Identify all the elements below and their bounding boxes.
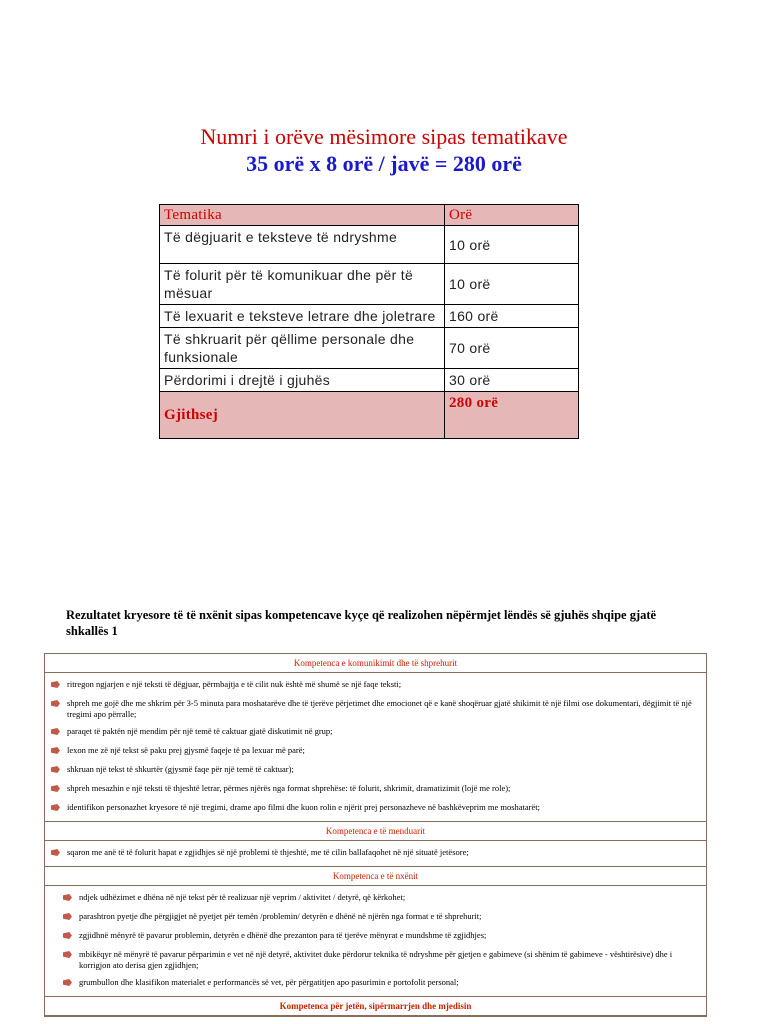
total-label: Gjithsej <box>160 392 445 439</box>
bullet-icon <box>63 913 72 920</box>
row-topic: Të dëgjuarit e teksteve të ndryshme <box>160 226 445 264</box>
list-item: zgjidhnë mënyrë të pavarur problemin, detyrën e dhënë dhe prezanton para të tjerëve mënyrat e mundshme të zgjidhjes; <box>45 927 706 946</box>
bullet-icon <box>63 979 72 986</box>
table-total-row <box>160 392 579 439</box>
bullet-icon <box>63 951 72 958</box>
bullet-icon <box>51 766 60 773</box>
hours-table <box>159 204 579 439</box>
bullet-icon <box>51 747 60 754</box>
list-item: shpreh mesazhin e një teksti të thjeshtë letrar, përmes njërës nga format shprehëse: të folurit, shkrimit, dramatizimit (lojë me role); <box>45 780 706 799</box>
competence-title: Kompetenca për jetën, sipërmarrjen dhe mjedisin <box>45 997 706 1016</box>
competence-title: Kompetenca e komunikimit dhe të shprehurit <box>45 654 706 673</box>
table-row <box>160 369 579 392</box>
bullet-icon <box>63 932 72 939</box>
competence-list <box>45 841 706 867</box>
competence-title: Kompetenca e të nxënit <box>45 867 706 886</box>
bullet-icon <box>51 804 60 811</box>
list-item: mbikëqyr në mënyrë të pavarur përparimin e vet në një detyrë, aktivitet duke përdorur teknika të ndryshme për gjetjen e gabimeve (si shënim të gabimeve - vështirësive) dhe i korrigjon ato derisa gjen zgjidhjen; <box>45 946 706 974</box>
page-title: Numri i orëve mësimore sipas tematikave <box>200 124 568 149</box>
row-hours: 10 orë <box>445 226 579 264</box>
list-item: sqaron me anë të të folurit hapat e zgjidhjes së një problemi të thjeshtë, me të cilin ballafaqohet në një situatë jetësore; <box>45 844 706 863</box>
bullet-icon <box>51 728 60 735</box>
competence-list <box>45 673 706 822</box>
title-block <box>0 124 768 178</box>
bullet-icon <box>63 894 72 901</box>
total-hours: 280 orë <box>445 392 579 439</box>
row-hours: 30 orë <box>445 369 579 392</box>
list-item: shpreh me gojë dhe me shkrim për 3-5 minuta para moshatarëve dhe të tjerëve përjetimet dhe emocionet që e kanë shoqëruar gjatë shikimit të një filmi ose dokumentari, dëgjimit të një tregimi apo përralle; <box>45 695 706 723</box>
row-hours: 10 orë <box>445 264 579 305</box>
competence-list <box>45 886 706 997</box>
list-item: ritregon ngjarjen e një teksti të dëgjuar, përmbajtja e të cilit nuk është më shumë se një faqe teksti; <box>45 676 706 695</box>
results-heading: Rezultatet kryesore të të nxënit sipas kompetencave kyçe që realizohen nëpërmjet lëndës së gjuhës shqipe gjatë shkallës 1 <box>66 608 657 638</box>
row-topic: Të folurit për të komunikuar dhe për të mësuar <box>160 264 445 305</box>
page-subtitle: 35 orë x 8 orë / javë = 280 orë <box>246 151 522 176</box>
list-item: lexon me zë një tekst së paku prej gjysmë faqeje të pa lexuar më parë; <box>45 742 706 761</box>
table-row <box>160 226 579 264</box>
bullet-icon <box>51 785 60 792</box>
table-row <box>160 264 579 305</box>
bullet-icon <box>51 849 60 856</box>
list-item: identifikon personazhet kryesore të një tregimi, drame apo filmi dhe kuon rolin e njërit prej personazheve në bashkëveprim me moshatarët; <box>45 799 706 818</box>
row-topic: Përdorimi i drejtë i gjuhës <box>160 369 445 392</box>
header-hours: Orë <box>445 205 579 226</box>
row-topic: Të shkruarit për qëllime personale dhe funksionale <box>160 328 445 369</box>
competence-title: Kompetenca e të menduarit <box>45 822 706 841</box>
list-item: paraqet të paktën një mendim për një temë të caktuar gjatë diskutimit në grup; <box>45 723 706 742</box>
list-item: ndjek udhëzimet e dhëna në një tekst për të realizuar një veprim / aktivitet / detyrë, që kërkohet; <box>45 889 706 908</box>
table-row <box>160 328 579 369</box>
competence-box <box>44 653 707 1017</box>
row-hours: 160 orë <box>445 305 579 328</box>
row-topic: Të lexuarit e teksteve letrare dhe joletrare <box>160 305 445 328</box>
list-item: shkruan një tekst të shkurtër (gjysmë faqe për një temë të caktuar); <box>45 761 706 780</box>
list-item: parashtron pyetje dhe përgjigjet në pyetjet për temën /problemin/ detyrën e dhënë në njërën nga format e të shprehurit; <box>45 908 706 927</box>
bullet-icon <box>51 700 60 707</box>
bullet-icon <box>51 681 60 688</box>
list-item: grumbullon dhe klasifikon materialet e performancës së vet, për përgatitjen apo pasurimin e portofolit personal; <box>45 974 706 993</box>
table-header-row <box>160 205 579 226</box>
row-hours: 70 orë <box>445 328 579 369</box>
header-topic: Tematika <box>160 205 445 226</box>
table-row <box>160 305 579 328</box>
